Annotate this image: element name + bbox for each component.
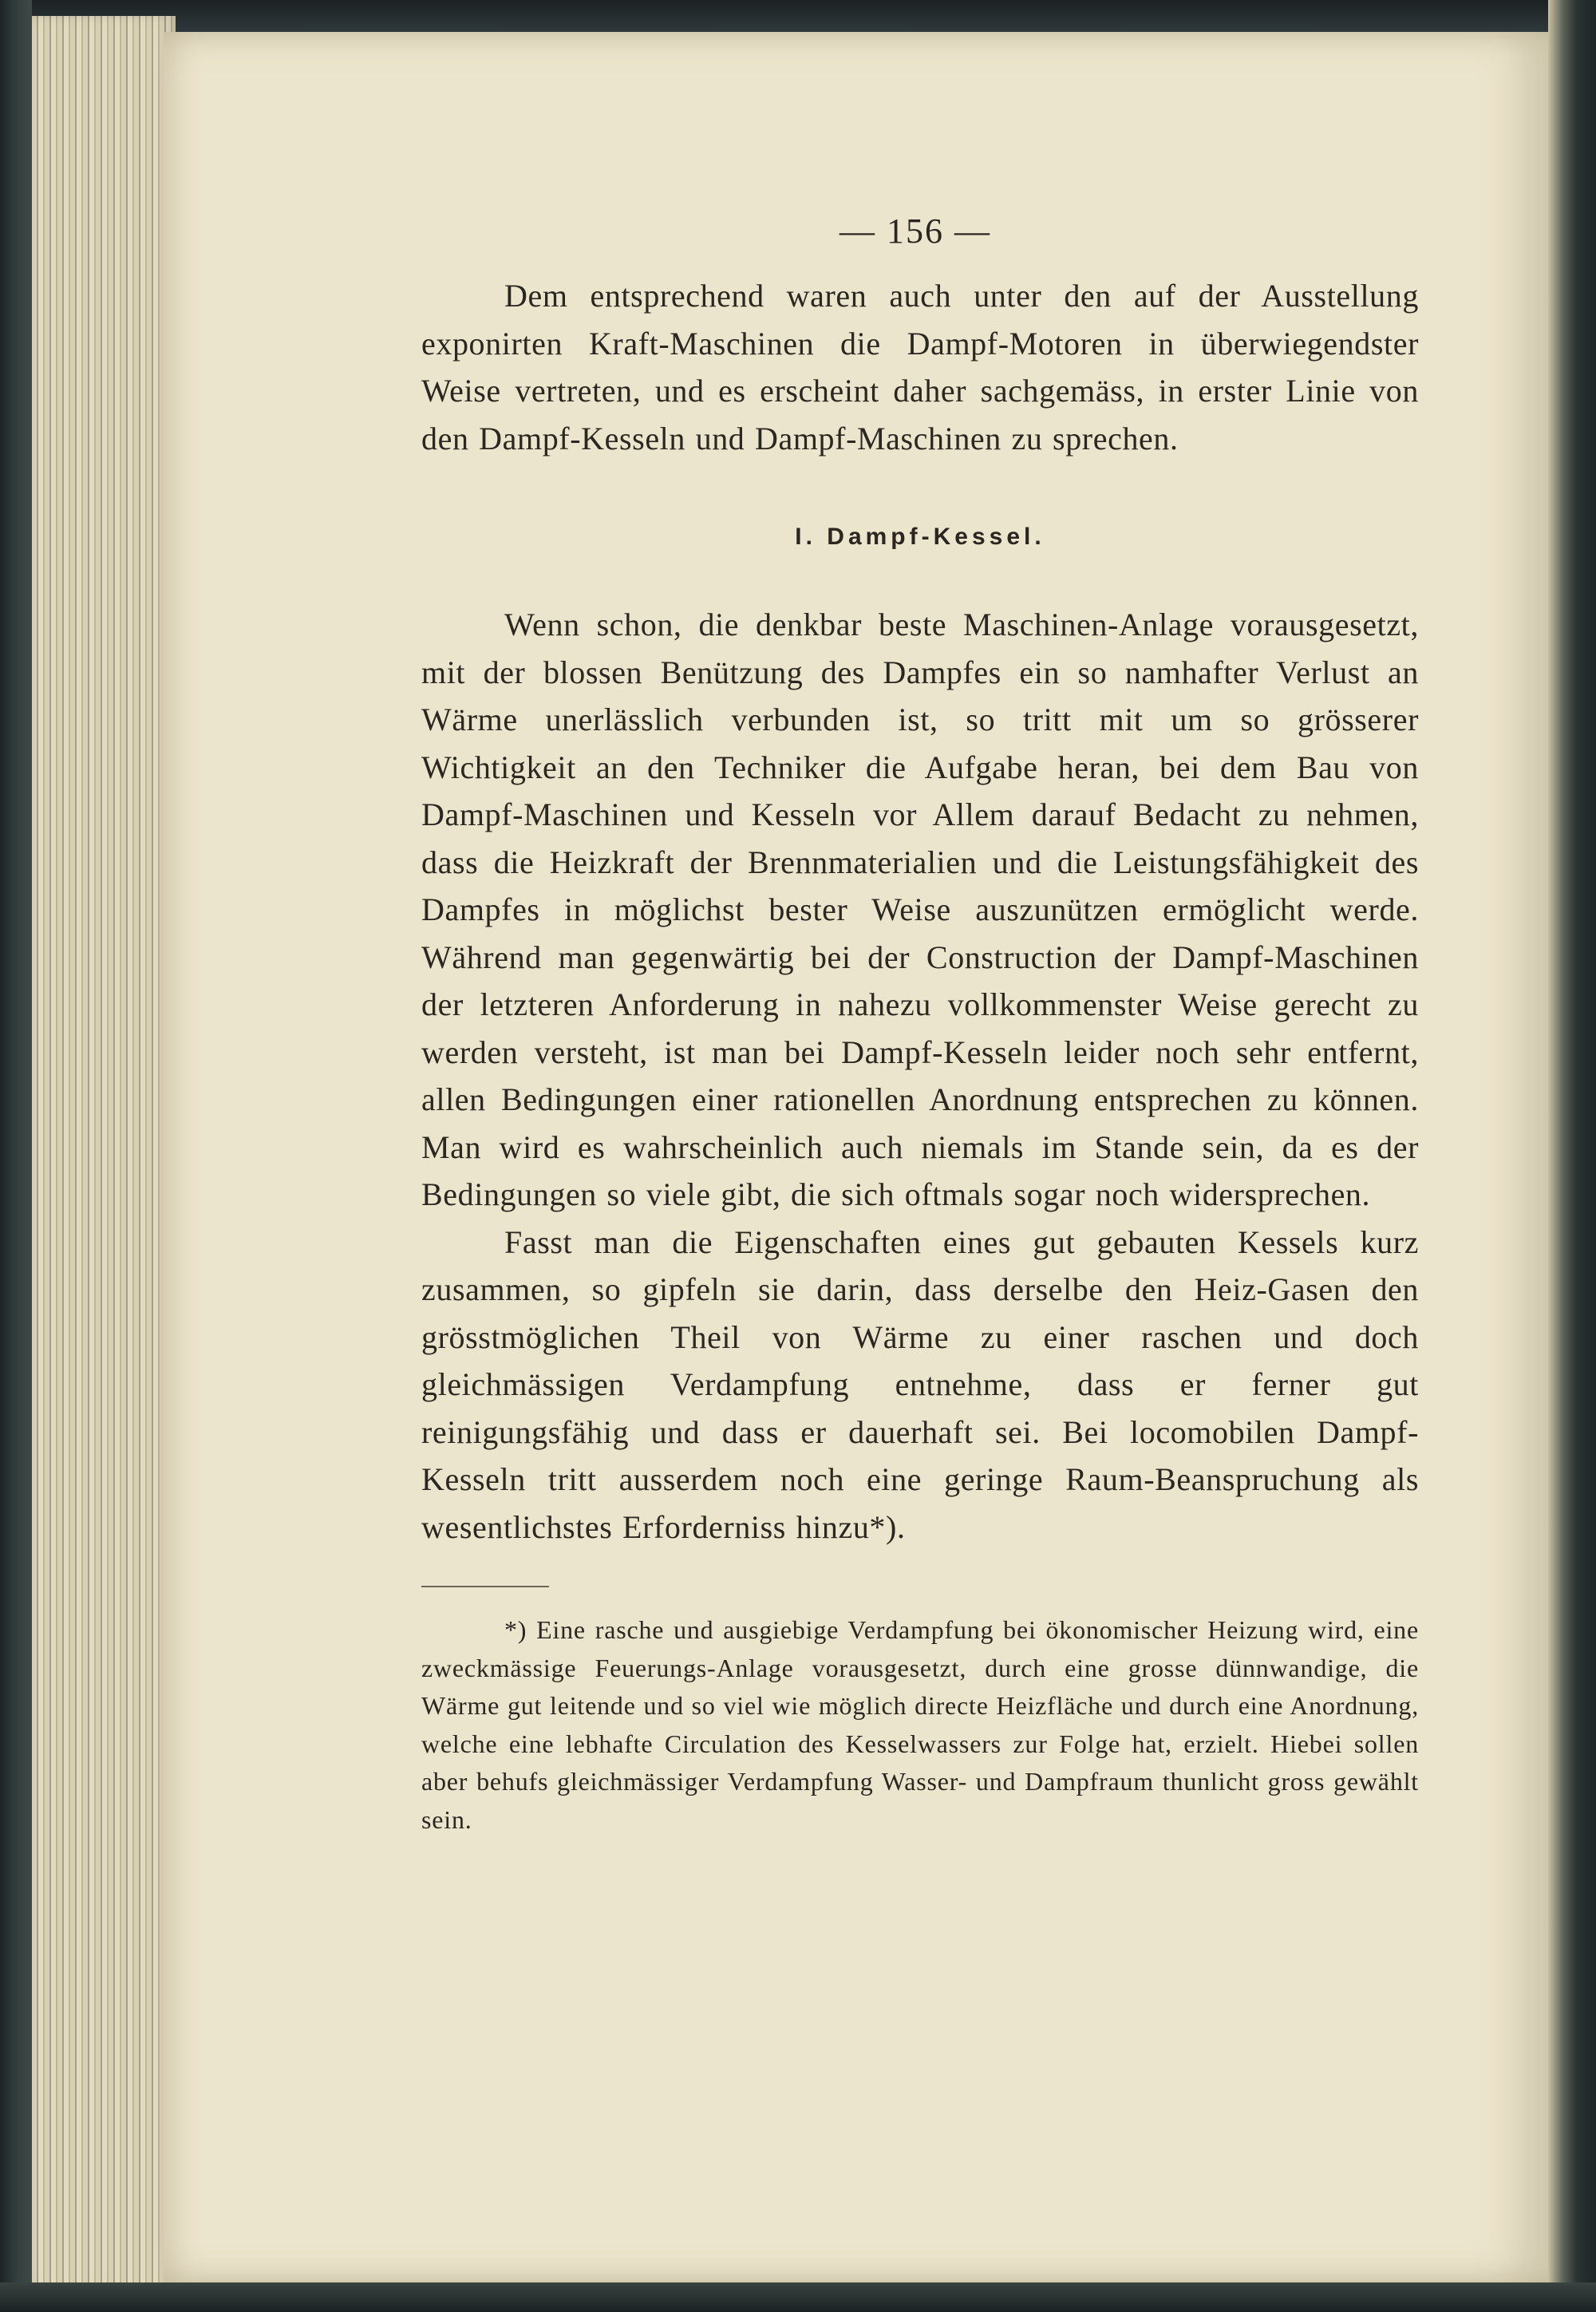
stacked-page-edges xyxy=(32,16,176,2298)
footnote: *) Eine rasche und ausgiebige Verdampfung bei ökonomischer Heizung wird, eine zweckmässige Feuerungs-Anlage vorausgesetzt, durch eine grosse dünnwandige, die Wärme gut leitende und so viel wie möglich directe Heizfläche und durch eine Anordnung, welche eine lebhafte Circulation des Kesselwassers zur Folge hat, erzielt. Hiebei sollen aber behufs gleichmässiger Verdampfung Wasser- und Dampfraum thunlicht gross gewählt sein. xyxy=(421,1615,1419,1834)
section-heading: I. Dampf-Kessel. xyxy=(795,524,1045,550)
book-binding xyxy=(0,0,32,2312)
footnote-divider xyxy=(421,1586,549,1587)
body-paragraph-1: Wenn schon, die denkbar beste Maschinen-Anlage vorausgesetzt, mit der blossen Benützung des Dampfes ein so namhafter Verlust an Wärme unerlässlich verbunden ist, so tritt mit um so grösserer Wichtigkeit an den Techniker die Aufgabe heran, bei dem Bau von Dampf-Maschinen und Kesseln vor Allem darauf Bedacht zu nehmen, dass die Heizkraft der Brennmaterialien und die Leistungsfähigkeit des Dampfes in möglichst bester Weise auszunützen ermöglicht werde. Während man gegenwärtig bei der Construction der Dampf-Maschinen der letzteren Anforderung in nahezu vollkommenster Weise gerecht zu werden versteht, ist man bei Dampf-Kesseln leider noch sehr entfernt, allen Bedingungen einer rationellen Anordnung entsprechen zu können. Man wird es wahrscheinlich auch niemals im Stande sein, da es der Bedingungen so viele gibt, die sich oftmals sogar noch widersprechen. xyxy=(421,607,1419,1212)
body-paragraph-2: Fasst man die Eigenschaften eines gut gebauten Kessels kurz zusammen, so gipfeln sie darin, dass derselbe den Heiz-Gasen den grösstmöglichen Theil von Wärme zu einer raschen und doch gleichmässigen Verdampfung entnehme, dass er ferner gut reinigungsfähig und dass er dauerhaft sei. Bei locomobilen Dampf-Kesseln tritt ausserdem noch eine geringe Raum-Beanspruchung als wesentlichstes Erforderniss hinzu*). xyxy=(421,1223,1419,1545)
page-content xyxy=(421,204,1419,1839)
scan-right-edge xyxy=(1548,0,1596,2312)
page-number: — 156 — xyxy=(839,211,991,251)
intro-paragraph: Dem entsprechend waren auch unter den auf der Ausstellung exponirten Kraft-Maschinen die Dampf-Motoren in überwiegendster Weise vertreten, und es erscheint daher sachgemäss, in erster Linie von den Dampf-Kesseln und Dampf-Maschinen zu sprechen. xyxy=(421,278,1419,456)
scan-bottom-edge xyxy=(0,2282,1596,2312)
scan-top-edge xyxy=(0,0,1596,32)
